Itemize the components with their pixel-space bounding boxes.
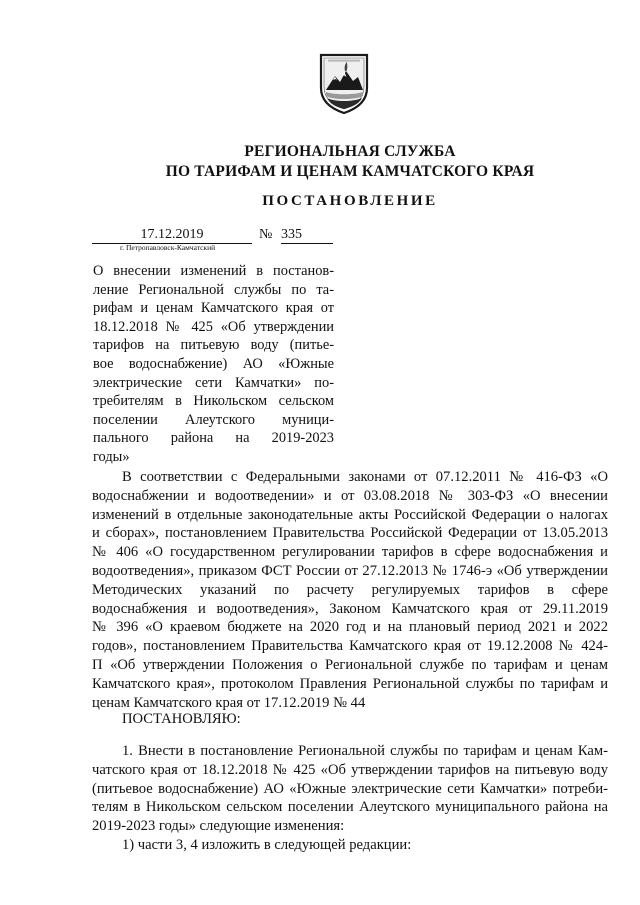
subject-line: электрические сети Камчатки» по- [93, 374, 334, 391]
subject-line: О внесении изменений в постанов- [93, 263, 334, 279]
document-date: 17.12.2019 [92, 227, 252, 244]
resolve-heading: ПОСТАНОВЛЯЮ: [122, 711, 241, 727]
document-type-heading: ПОСТАНОВЛЕНИЕ [262, 193, 438, 209]
coat-of-arms-icon [318, 52, 370, 114]
preamble-line: В соответствии с Федеральными законами от 07.12.2011 № 416-ФЗ «О [122, 469, 608, 485]
preamble-line: ценам Камчатского края от 17.12.2019 № 44 [92, 694, 366, 711]
subject-line: вое водоснабжение) АО «Южные [93, 355, 334, 372]
decree-line: 1. Внести в постановление Региональной службы по тарифам и ценам Кам- [122, 743, 608, 759]
preamble-paragraph [92, 468, 608, 712]
decree-line: телям в Никольском сельском поселении Алеутского муниципального района на [92, 799, 608, 816]
subject-line: пального района на 2019-2023 [93, 430, 334, 447]
decree-paragraph [92, 742, 608, 855]
preamble-line: водоотведения», приказом ФСТ России от 27.12.2013 № 1746-э «Об утверждении [92, 562, 608, 579]
subject-line: 18.12.2018 № 425 «Об утверждении [93, 318, 334, 335]
preamble-line: № 396 «О краевом бюджете на 2020 год и на плановый период 2021 и 2022 [92, 619, 608, 636]
subject-line: ление Региональной службы по та- [93, 281, 334, 298]
decree-line: (питьевое водоснабжение) АО «Южные электрические сети Камчатки» потреби- [92, 780, 608, 797]
subject-line: рифам и ценам Камчатского края от [93, 300, 334, 317]
document-number: 335 [281, 227, 333, 244]
preamble-line: годов», постановлением Правительства Камчатского края от 19.12.2008 № 424- [92, 638, 608, 655]
subject-line: поселении Алеутского муници- [93, 411, 334, 428]
org-title-line2: ПО ТАРИФАМ И ЦЕНАМ КАМЧАТСКОГО КРАЯ [165, 163, 535, 180]
org-title-line1: РЕГИОНАЛЬНАЯ СЛУЖБА [244, 143, 456, 160]
preamble-line: водоснабжении и водоотведении» и от 03.08.2018 № 303-ФЗ «О внесении [92, 487, 608, 504]
preamble-line: № 406 «О государственном регулировании тарифов в сфере водоснабжения и [92, 544, 608, 561]
preamble-line: изменений в отдельные законодательные акты Российской Федерации о налогах [92, 506, 608, 523]
decree-line: 1) части 3, 4 изложить в следующей редакции: [122, 836, 412, 853]
decree-line: 2019-2023 годы» следующие изменения: [92, 818, 345, 835]
subject-line: годы» [93, 448, 130, 465]
subject-line: тарифов на питьевую воду (питье- [93, 337, 334, 354]
city-label: г. Петропавловск-Камчатский [120, 243, 216, 252]
subject-line: требителям в Никольском сельском [93, 393, 334, 410]
preamble-line: и сборах», постановлением Правительства Российской Федерации от 13.05.2013 [92, 525, 608, 542]
decree-line: чатского края от 18.12.2018 № 425 «Об утверждении тарифов на питьевую воду [92, 761, 608, 778]
document-subject [93, 262, 334, 467]
preamble-line: Методических указаний по расчету регулируемых тарифов в сфере [92, 581, 608, 598]
preamble-line: Камчатского края», протоколом Правления Региональной службы по тарифам и [92, 675, 608, 692]
preamble-line: П «Об утверждении Положения о Региональной службе по тарифам и ценам [92, 656, 608, 673]
number-sign: № [259, 227, 273, 242]
preamble-line: водоснабжения и водоотведения», Законом Камчатского края от 29.11.2019 [92, 600, 608, 617]
